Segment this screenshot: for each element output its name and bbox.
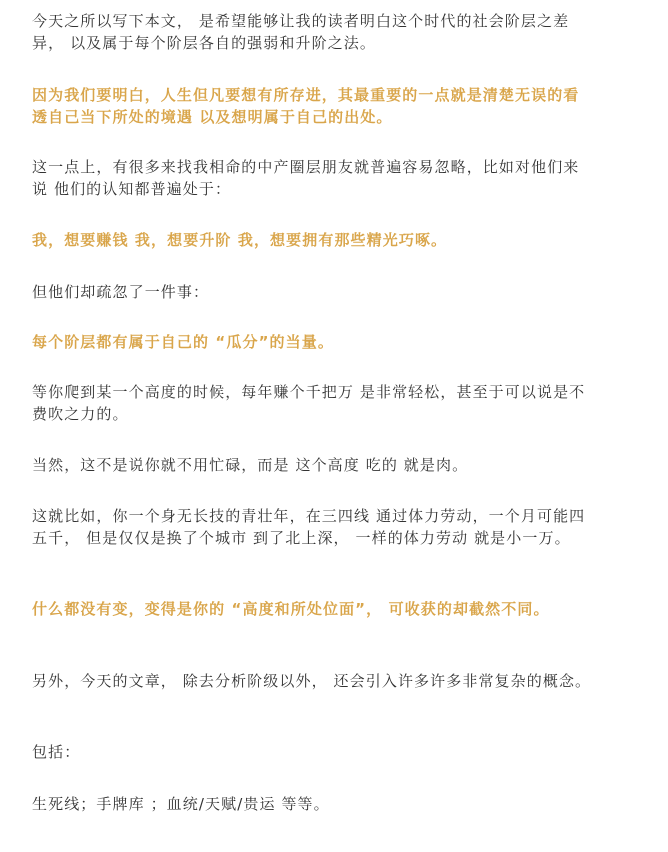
paragraph-middle-class: 这一点上，有很多来找我相命的中产圈层朋友就普遍容易忽略，比如对他们来说 他们的认知都普遍处于： [32,158,580,198]
paragraph-highlight-understand: 因为我们要明白，人生但凡要想有所存进，其最重要的一点就是清楚无误的看透自己当下所处的境遇 以及想明属于自己的出处。 [32,86,580,126]
paragraph-overlooked: 但他们却疏忽了一件事： [32,283,210,301]
paragraph-intro: 今天之所以写下本文， 是希望能够让我的读者明白这个时代的社会阶层之差异， 以及属于每个阶层各自的强弱和升阶之法。 [32,12,570,52]
paragraph-list: 生死线；手牌库 ；血统/天赋/贵运 等等。 [32,795,330,813]
paragraph-example: 这就比如，你一个身无长技的青壮年，在三四线 通过体力劳动，一个月可能四五千， 但是仅仅是换了个城市 到了北上深， 一样的体力劳动 就是小一万。 [32,507,586,547]
paragraph-includes: 包括： [32,743,81,761]
paragraph-busy: 当然，这不是说你就不用忙碌，而是 这个高度 吃的 就是肉。 [32,456,469,474]
paragraph-highlight-wants: 我，想要赚钱 我，想要升阶 我，想要拥有那些精光巧啄。 [32,231,448,249]
paragraph-highlight-nothing-changed: 什么都没有变，变得是你的 “高度和所处位面”， 可收获的却截然不同。 [32,600,550,618]
paragraph-concepts: 另外，今天的文章， 除去分析阶级以外， 还会引入许多许多非常复杂的概念。 [32,672,592,690]
paragraph-height: 等你爬到某一个高度的时候，每年赚个千把万 是非常轻松，甚至于可以说是不费吹之力的。 [32,383,586,423]
paragraph-highlight-share: 每个阶层都有属于自己的 “瓜分”的当量。 [32,333,334,351]
